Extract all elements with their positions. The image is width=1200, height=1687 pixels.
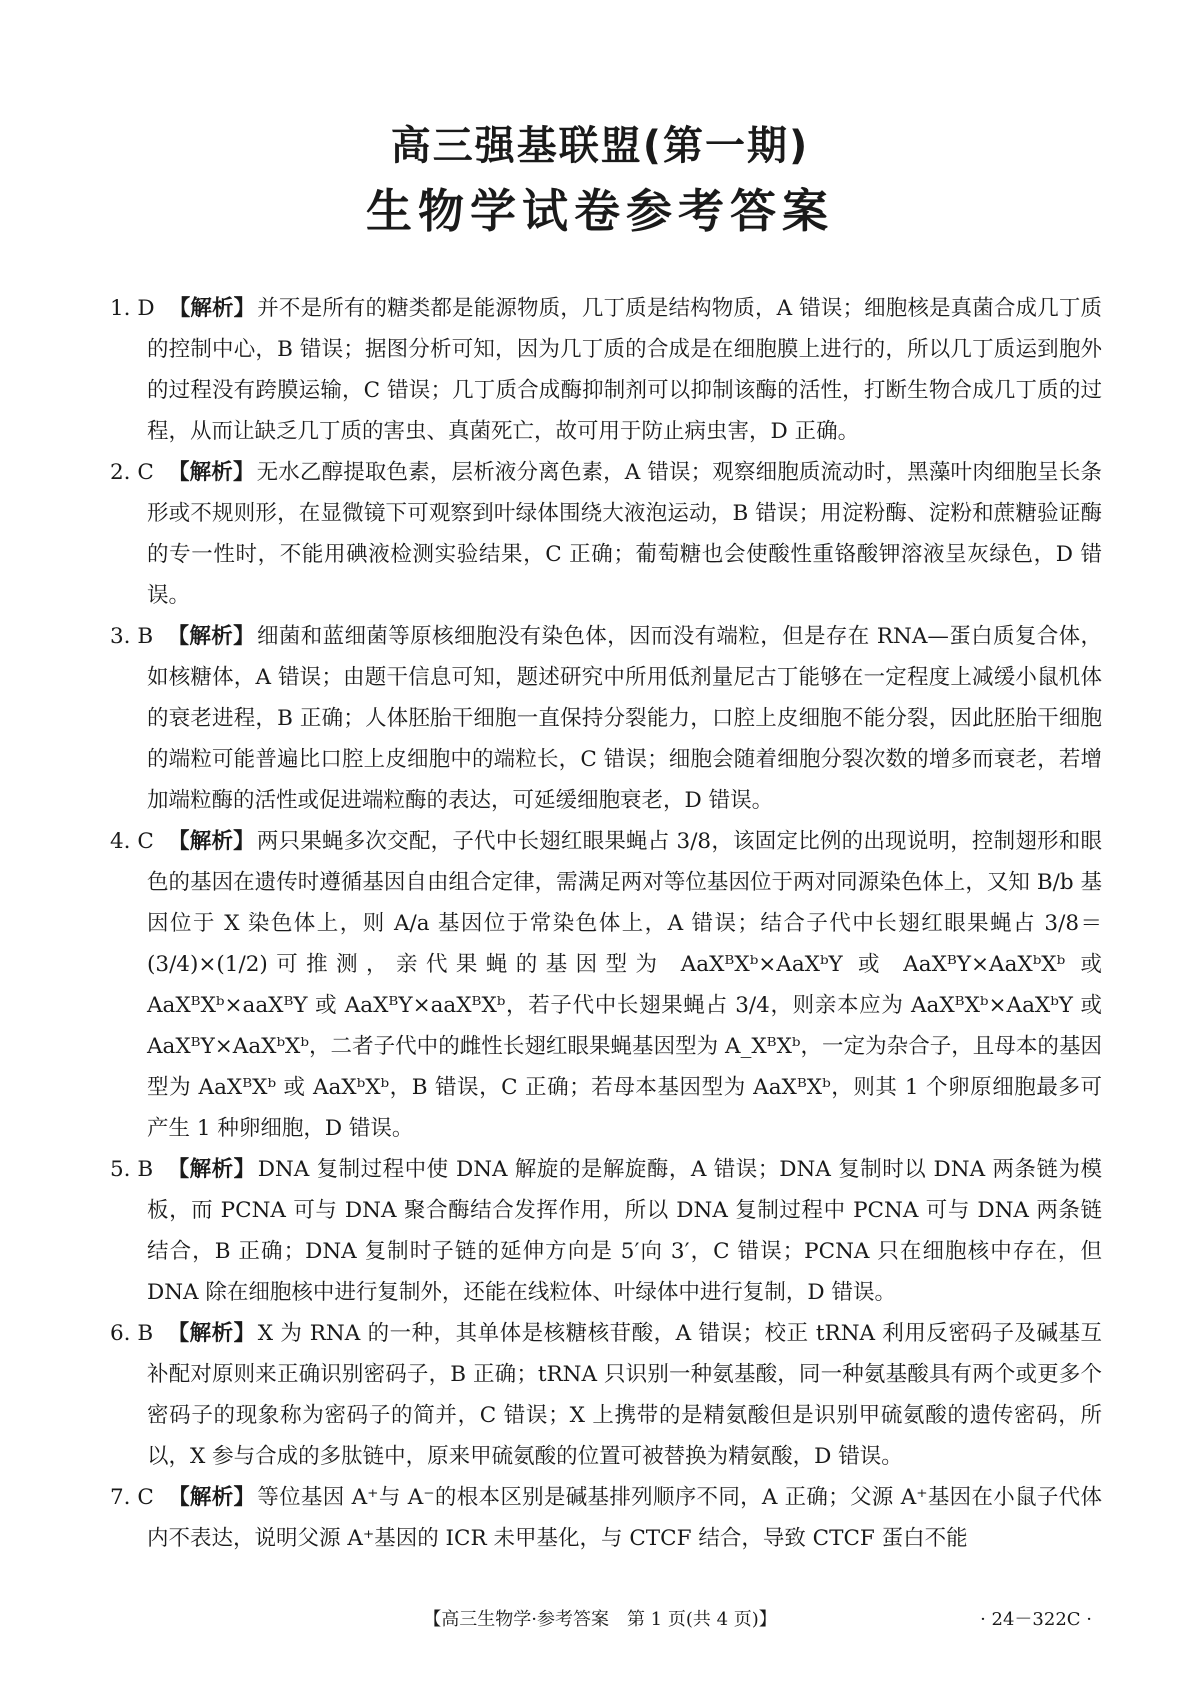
analysis-text: 两只果蝇多次交配，子代中长翅红眼果蝇占 3/8，该固定比例的出现说明，控制翅形和眼色的基因在遗传时遵循基因自由组合定律，需满足两对等位基因位于两对同源染色体上，又知 B/b 基因位于 X 染色体上，则 A/a 基因位于常染色体上，A 错误；结合子代中长翅红眼果蝇占 3/8＝(3/4)×(1/2)可推测，亲代果蝇的基因型为 AaXᴮXᵇ×AaXᵇY 或 AaXᴮY×AaXᵇXᵇ 或 AaXᴮXᵇ×aaXᴮY 或 AaXᴮY×aaXᴮXᵇ，若子代中长翅果蝇占 3/4，则亲本应为 AaXᴮXᵇ×AaXᵇY 或 AaXᴮY×AaXᵇXᵇ，二者子代中的雌性长翅红眼果蝇基因型为 A_XᴮXᵇ，一定为杂合子，且母本的基因型为 AaXᴮXᵇ 或 AaXᵇXᵇ，B 错误，C 正确；若母本基因型为 AaXᴮXᵇ，则其 1 个卵原细胞最多可产生 1 种卵细胞，D 错误。: [147, 829, 1102, 1141]
answer-item: [110, 288, 1102, 452]
question-number: 5. B: [110, 1157, 154, 1182]
analysis-tag: 【解析】: [167, 1321, 256, 1346]
page-subtitle: 生物学试卷参考答案: [366, 184, 834, 238]
question-number: 7. C: [110, 1485, 154, 1510]
question-number: 4. C: [110, 829, 154, 854]
answer-list: [110, 288, 1102, 1559]
question-number: 3. B: [110, 624, 154, 649]
question-number: 6. B: [110, 1321, 154, 1346]
analysis-text: 等位基因 A⁺与 A⁻的根本区别是碱基排列顺序不同，A 正确；父源 A⁺基因在小鼠子代体内不表达，说明父源 A⁺基因的 ICR 未甲基化，与 CTCF 结合，导致 CTCF 蛋白不能: [147, 1485, 1102, 1551]
analysis-tag: 【解析】: [168, 296, 256, 321]
analysis-text: DNA 复制过程中使 DNA 解旋的是解旋酶，A 错误；DNA 复制时以 DNA 两条链为模板，而 PCNA 可与 DNA 聚合酶结合发挥作用，所以 DNA 复制过程中 PCNA 可与 DNA 两条链结合，B 正确；DNA 复制时子链的延伸方向是 5′向 3′，C 错误；PCNA 只在细胞核中存在，但 DNA 除在细胞核中进行复制外，还能在线粒体、叶绿体中进行复制，D 错误。: [147, 1157, 1102, 1305]
page-title: 高三强基联盟(第一期): [390, 123, 810, 169]
footer-code: · 24－322C ·: [980, 1609, 1092, 1630]
question-number: 1. D: [110, 296, 155, 321]
answer-item: [110, 821, 1102, 1149]
question-number: 2. C: [110, 460, 154, 485]
answer-item: [110, 1149, 1102, 1313]
title-block: [0, 118, 1200, 244]
answer-item: [110, 1477, 1102, 1559]
footer-page-info: 【高三生物学·参考答案 第 1 页(共 4 页)】: [423, 1609, 777, 1630]
analysis-tag: 【解析】: [167, 829, 255, 854]
analysis-text: 无水乙醇提取色素，层析液分离色素，A 错误；观察细胞质流动时，黑藻叶肉细胞呈长条形或不规则形，在显微镜下可观察到叶绿体围绕大液泡运动，B 错误；用淀粉酶、淀粉和蔗糖验证酶的专一性时，不能用碘液检测实验结果，C 正确；葡萄糖也会使酸性重铬酸钾溶液呈灰绿色，D 错误。: [147, 460, 1102, 608]
analysis-tag: 【解析】: [167, 1157, 256, 1182]
analysis-text: 并不是所有的糖类都是能源物质，几丁质是结构物质，A 错误；细胞核是真菌合成几丁质的控制中心，B 错误；据图分析可知，因为几丁质的合成是在细胞膜上进行的，所以几丁质运到胞外的过程没有跨膜运输，C 错误；几丁质合成酶抑制剂可以抑制该酶的活性，打断生物合成几丁质的过程，从而让缺乏几丁质的害虫、真菌死亡，故可用于防止病虫害，D 正确。: [147, 296, 1102, 444]
answer-item: [110, 616, 1102, 821]
answer-item: [110, 452, 1102, 616]
answer-item: [110, 1313, 1102, 1477]
analysis-text: 细菌和蓝细菌等原核细胞没有染色体，因而没有端粒，但是存在 RNA—蛋白质复合体，如核糖体，A 错误；由题干信息可知，题述研究中所用低剂量尼古丁能够在一定程度上减缓小鼠机体的衰老进程，B 正确；人体胚胎干细胞一直保持分裂能力，口腔上皮细胞不能分裂，因此胚胎干细胞的端粒可能普遍比口腔上皮细胞中的端粒长，C 错误；细胞会随着细胞分裂次数的增多而衰老，若增加端粒酶的活性或促进端粒酶的表达，可延缓细胞衰老，D 错误。: [147, 624, 1102, 813]
analysis-tag: 【解析】: [167, 460, 255, 485]
analysis-tag: 【解析】: [167, 1485, 256, 1510]
analysis-tag: 【解析】: [167, 624, 256, 649]
analysis-text: X 为 RNA 的一种，其单体是核糖核苷酸，A 错误；校正 tRNA 利用反密码子及碱基互补配对原则来正确识别密码子，B 正确；tRNA 只识别一种氨基酸，同一种氨基酸具有两个或更多个密码子的现象称为密码子的简并，C 错误；X 上携带的是精氨酸但是识别甲硫氨酸的遗传密码，所以，X 参与合成的多肽链中，原来甲硫氨酸的位置可被替换为精氨酸，D 错误。: [147, 1321, 1102, 1469]
